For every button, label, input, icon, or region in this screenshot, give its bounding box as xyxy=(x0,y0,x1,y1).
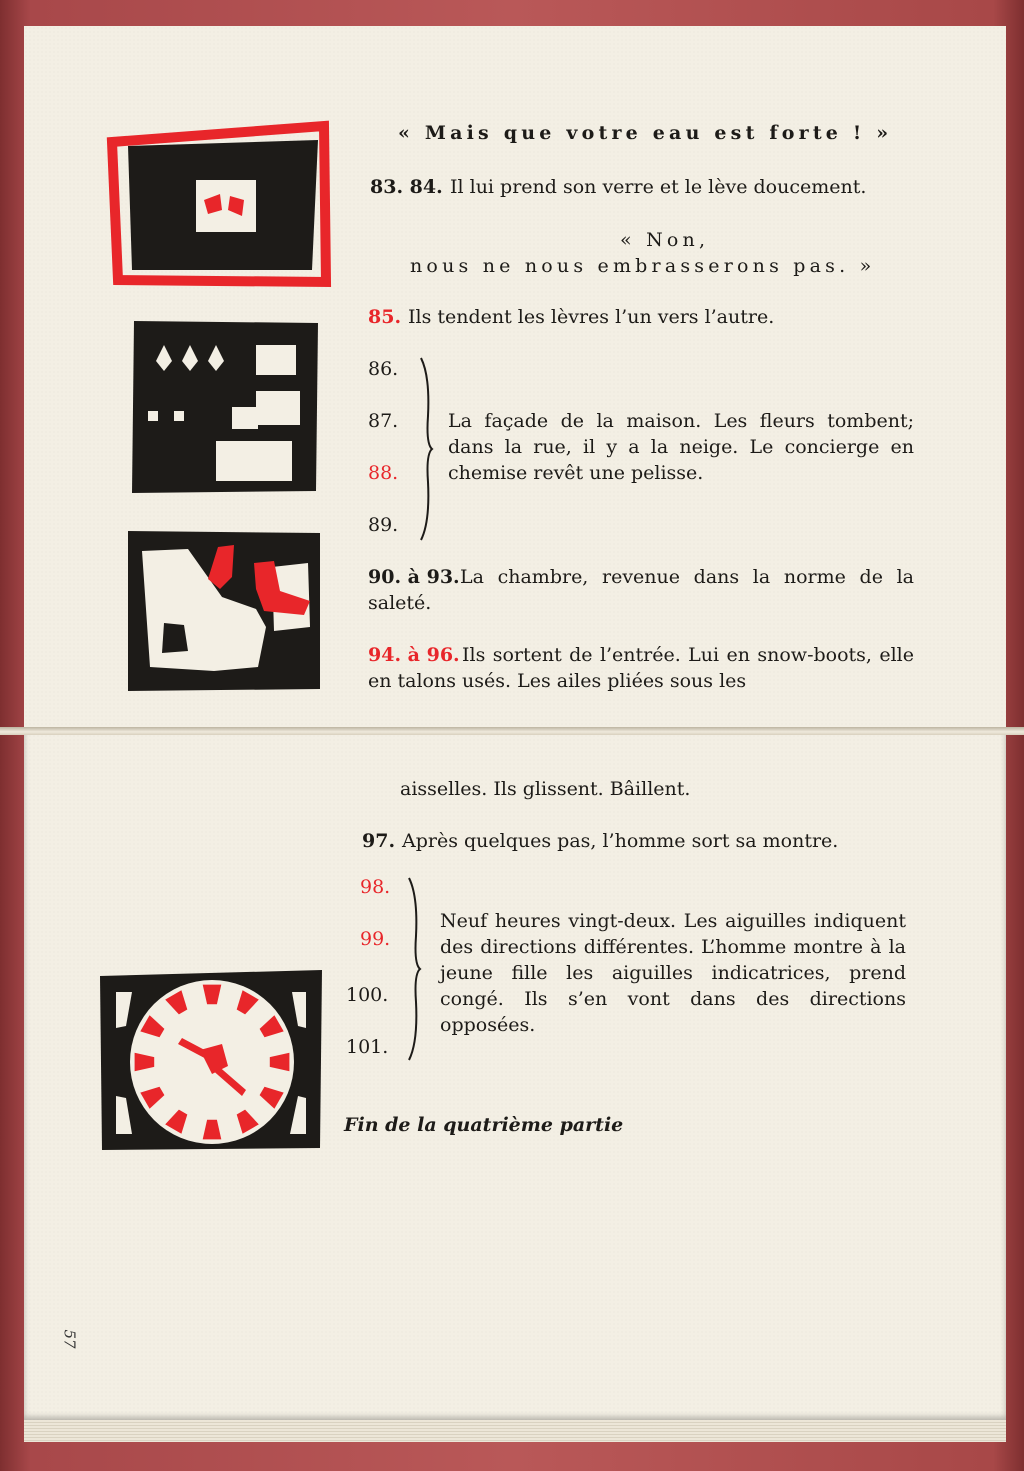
line-number-99: 99. xyxy=(360,928,391,950)
line-number-90-93: 90. à 93. xyxy=(368,566,460,588)
ending-caption: Fin de la quatrième partie xyxy=(344,1114,624,1136)
quote-strength: « Mais que votre eau est forte ! » xyxy=(398,122,893,144)
line-number-97: 97. xyxy=(362,830,396,852)
line-text-85: Ils tendent les lèvres l’un vers l’autre. xyxy=(408,306,775,328)
line-number-100: 100. xyxy=(346,984,389,1006)
line-number-87: 87. xyxy=(368,410,399,432)
paragraph-86-89: La façade de la maison. Les fleurs tombent; dans la rue, il y a la neige. Le concierge en chemise revêt une pelisse. xyxy=(448,410,914,484)
line-number-94-96: 94. à 96. xyxy=(368,644,460,666)
line-number-101: 101. xyxy=(346,1036,389,1058)
illustration-room-boots xyxy=(124,527,324,693)
line-text-97: Après quelques pas, l’homme sort sa montre. xyxy=(402,830,839,852)
line-number-89: 89. xyxy=(368,514,399,536)
line-number-98: 98. xyxy=(360,876,391,898)
brace-98-101 xyxy=(406,876,424,1062)
page-number: 57 xyxy=(60,1329,79,1349)
line-number-85: 85. xyxy=(368,306,402,328)
paragraph-94-96: Ils sortent de l’entrée. Lui en snow-boots, elle en talons usés. Les ailes pliées sous les xyxy=(368,644,914,692)
continuation-aisselles: aisselles. Ils glissent. Bâillent. xyxy=(400,778,691,800)
line-number-83-84: 83. 84. xyxy=(370,176,443,198)
illustration-house-facade xyxy=(128,315,324,497)
paragraph-90-93: La chambre, revenue dans la norme de la saleté. xyxy=(368,566,914,614)
quote-non-line1: « Non, xyxy=(620,229,710,251)
line-number-86: 86. xyxy=(368,358,399,380)
paragraph-98-101: Neuf heures vingt-deux. Les aiguilles indiquent des directions différentes. L’homme montre à la jeune fille les aiguilles indicatrices, prend congé. Ils s’en vont dans des directions opposées. xyxy=(440,910,906,1036)
quote-non-line2: nous ne nous embrasserons pas. » xyxy=(410,255,876,277)
page-edges xyxy=(24,1420,1006,1442)
line-text-83-84: Il lui prend son verre et le lève doucement. xyxy=(450,176,867,198)
illustration-window-red-frame xyxy=(104,120,334,290)
line-number-88: 88. xyxy=(368,462,399,484)
brace-86-89 xyxy=(418,356,436,542)
page-fold xyxy=(0,727,1024,735)
illustration-clock xyxy=(96,966,326,1152)
